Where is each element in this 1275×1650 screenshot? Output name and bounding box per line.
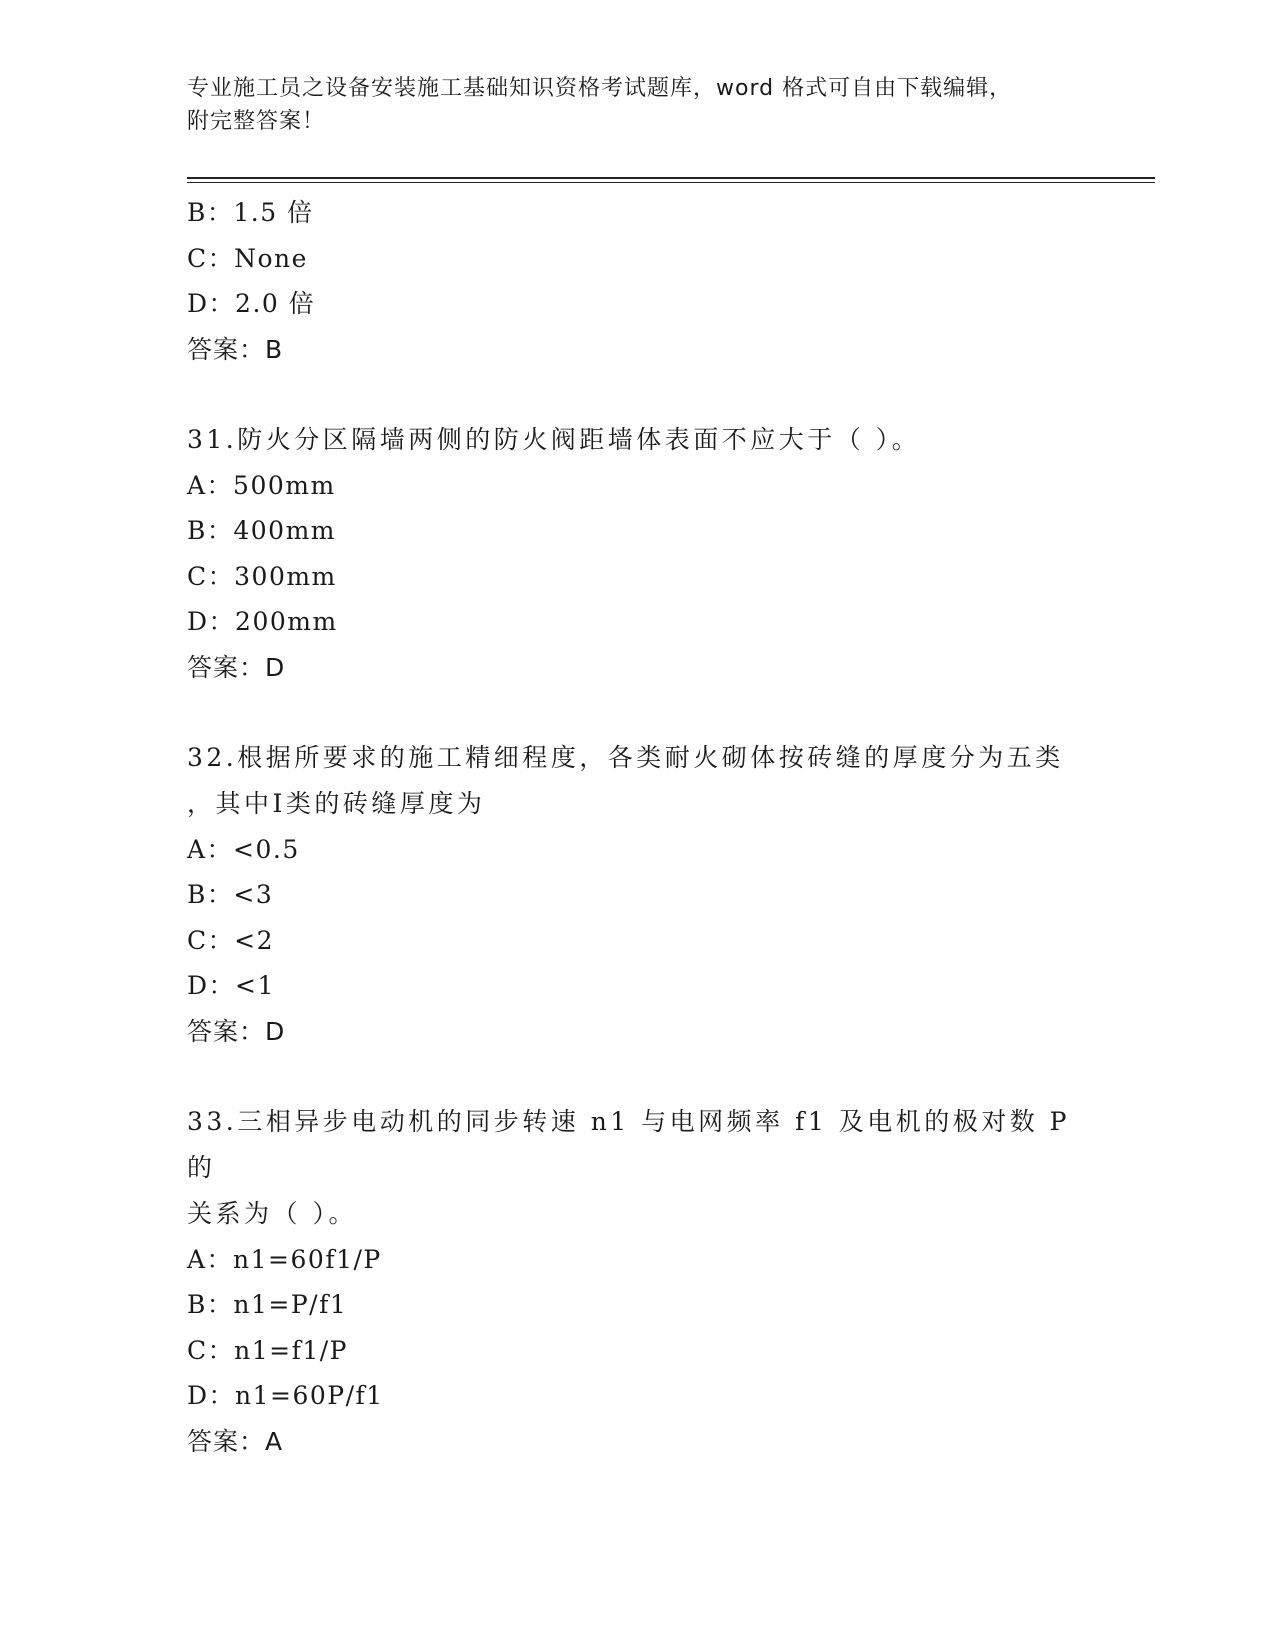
answer-label: 答案：D xyxy=(187,1016,286,1046)
header-divider-thick xyxy=(187,177,1155,179)
option-b: B：400mm xyxy=(187,516,337,545)
option-b: B：1.5 倍 xyxy=(187,198,314,227)
question-33 xyxy=(187,1099,1087,1464)
question-text-line-1: 32.根据所要求的施工精细程度，各类耐火砌体按砖缝的厚度分为五类 xyxy=(187,742,1064,772)
question-32 xyxy=(187,735,1087,1054)
answer-label: 答案：D xyxy=(187,652,286,682)
option-a: A：<0.5 xyxy=(187,834,300,864)
question-30-tail xyxy=(187,190,1087,372)
option-c: C：300mm xyxy=(187,561,337,591)
header-divider-thin xyxy=(187,182,1155,183)
document-header xyxy=(187,72,1087,138)
spacer xyxy=(187,1054,1087,1099)
option-c: C：n1=f1/P xyxy=(187,1335,348,1365)
option-b: B：n1=P/f1 xyxy=(187,1290,348,1319)
spacer xyxy=(187,690,1087,735)
question-text-line-2: 关系为（ ）。 xyxy=(187,1198,357,1228)
option-d: D：<1 xyxy=(187,971,275,1000)
option-d: D：n1=60P/f1 xyxy=(187,1381,384,1410)
option-a: A：500mm xyxy=(187,470,336,500)
question-text-line-2: ，其中Ⅰ类的砖缝厚度为 xyxy=(187,788,486,818)
spacer xyxy=(187,372,1087,417)
question-list xyxy=(187,190,1087,1464)
option-d: D：200mm xyxy=(187,607,338,636)
option-c: C：<2 xyxy=(187,925,274,955)
option-c: C：None xyxy=(187,243,308,273)
question-text: 31.防火分区隔墙两侧的防火阀距墙体表面不应大于（ ）。 xyxy=(187,424,921,454)
answer-label: 答案：B xyxy=(187,334,284,364)
option-b: B：<3 xyxy=(187,880,274,909)
header-title-line-2: 附完整答案！ xyxy=(187,109,326,134)
option-d: D：2.0 倍 xyxy=(187,289,316,318)
header-title-line-1: 专业施工员之设备安装施工基础知识资格考试题库，word 格式可自由下载编辑， xyxy=(187,76,1013,101)
question-text-line-1: 33.三相异步电动机的同步转速 n1 与电网频率 f1 及电机的极对数 P 的 xyxy=(187,1106,1070,1182)
option-a: A：n1=60f1/P xyxy=(187,1244,382,1274)
question-31 xyxy=(187,417,1087,690)
answer-label: 答案：A xyxy=(187,1426,284,1456)
